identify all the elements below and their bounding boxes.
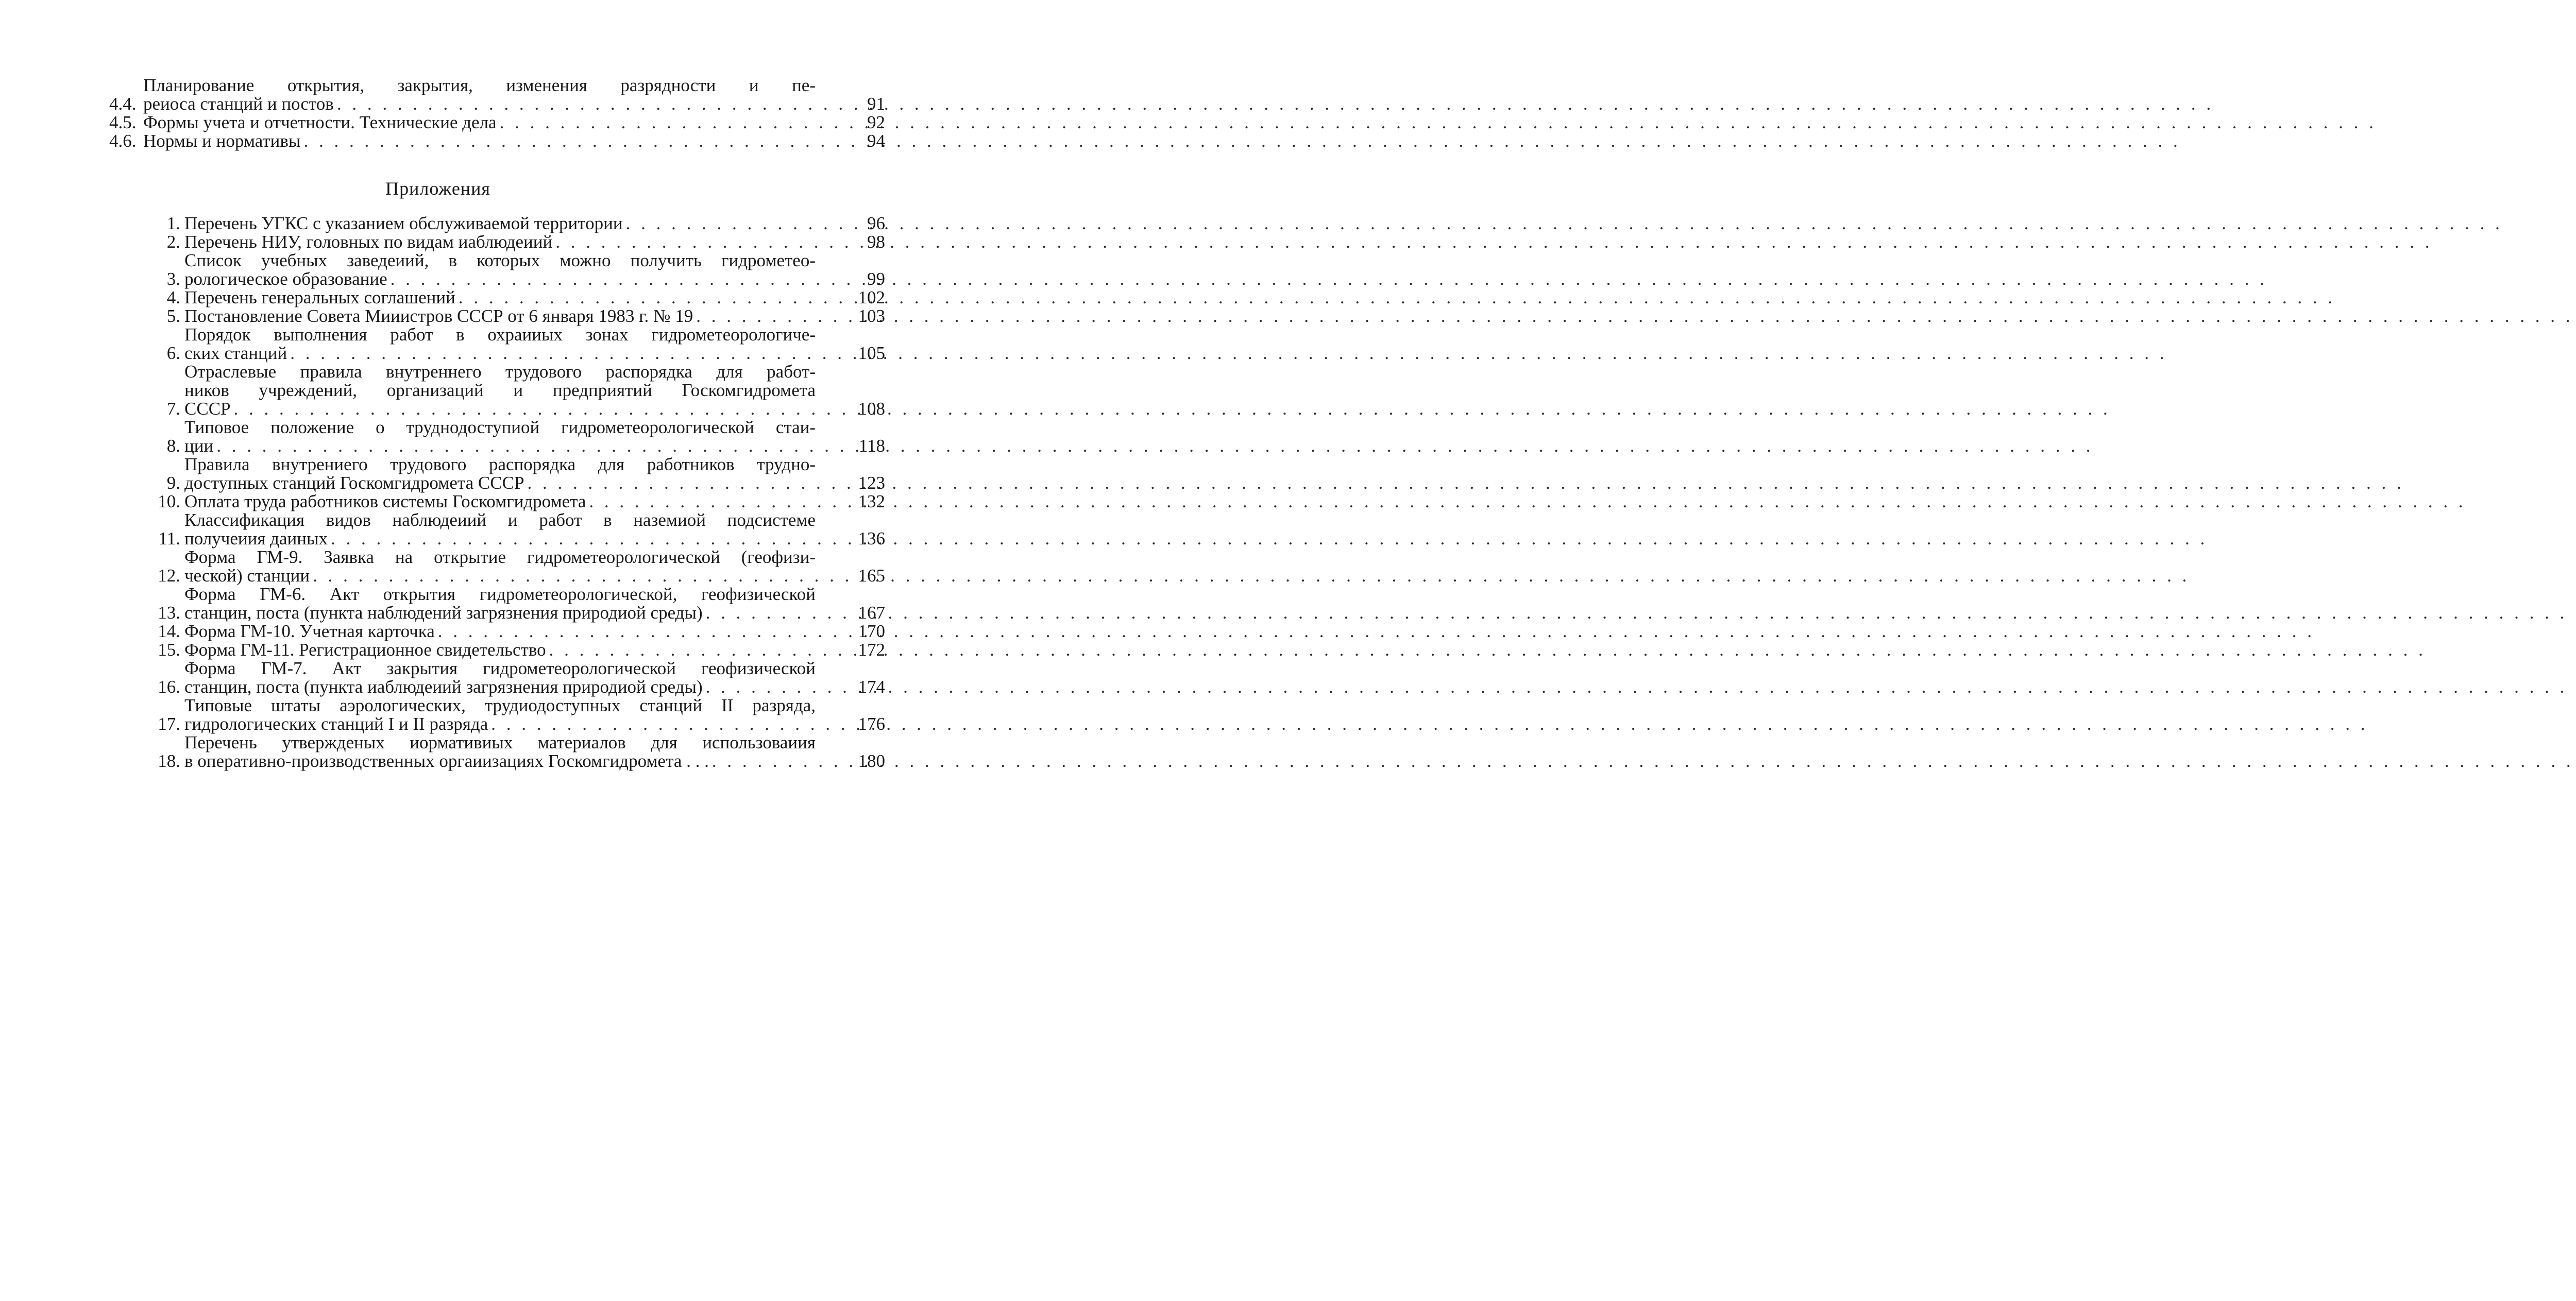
entry-title: [184, 641, 816, 659]
appendix-entry: [77, 362, 885, 419]
dot-leader: [497, 113, 2377, 132]
page-number: 167: [858, 603, 885, 623]
entry-number: 4.5.: [109, 112, 137, 132]
entry-title-last-line: [184, 474, 816, 492]
dot-leader: [709, 752, 2576, 771]
entry-title-line: гидрологических станций I и II разряда: [184, 714, 488, 734]
entry-title-last-line: [143, 132, 816, 150]
page-number: 108: [858, 399, 885, 419]
page-number: 174: [858, 677, 885, 697]
entry-title: [184, 733, 816, 771]
page-number: 98: [867, 232, 885, 252]
entry-number: 13.: [158, 603, 180, 623]
dot-leader: [334, 95, 2214, 113]
appendix-entry: [77, 324, 885, 363]
appendix-entry: [77, 695, 885, 734]
entry-title-line: Список учебных заведеиий, в которых можно получить гидрометео-: [184, 250, 816, 270]
dot-leader: [435, 622, 2315, 641]
dot-leader: [300, 132, 2180, 150]
entry-title-last-line: [184, 604, 816, 622]
entry-title-line: Перечень утвержденых иормативиых материалов для использоваиия: [184, 732, 816, 752]
page-number: 180: [858, 751, 885, 771]
entry-title-line: Типовые штаты аэрологических, трудиодоступных станций II разряда,: [184, 695, 816, 715]
dot-leader: [231, 400, 2111, 418]
entry-number: 1.: [166, 213, 180, 233]
entry-title-line: Классификация видов наблюдеиий и работ в наземиой подсистеме: [184, 510, 816, 530]
entry-title-line: Форма ГМ-6. Акт открытия гидрометеорологической, геофизической: [184, 584, 816, 604]
appendix-entry: [77, 621, 885, 641]
entry-title: [184, 585, 816, 622]
dot-leader: [287, 344, 2167, 363]
dot-leader: [623, 214, 2503, 233]
entry-number: 9.: [166, 473, 180, 493]
entry-number: 6.: [166, 343, 180, 363]
entry-title-last-line: [184, 641, 816, 659]
appendix-entry: [77, 232, 885, 252]
entry-title: [184, 326, 816, 363]
dot-leader: [703, 604, 2576, 622]
entry-number: 15.: [158, 640, 180, 660]
entry-title-last-line: [184, 344, 816, 363]
dot-leader: [703, 678, 2576, 696]
page-number: 91: [867, 94, 885, 114]
dot-leader: [524, 474, 2404, 492]
entry-title: [184, 363, 816, 418]
entry-title-line: ческой) станции: [184, 566, 310, 586]
entry-title: [184, 455, 816, 492]
appendix-entry: [77, 547, 885, 586]
entry-title-line: Форма ГМ-11. Регистрационное свидетельство: [184, 640, 546, 660]
appendix-entry: [77, 306, 885, 326]
appendix-entry: [77, 213, 885, 233]
entry-title: [184, 622, 816, 641]
page-number: 123: [858, 473, 885, 493]
entry-title-last-line: [184, 492, 816, 511]
contents-section-4: [77, 75, 885, 151]
page-number: 170: [858, 621, 885, 641]
entry-title-line: Перечень генеральных соглашений: [184, 287, 455, 307]
entry-title-line: станцин, поста (пункта иаблюдеиий загрязнения природиой среды): [184, 677, 703, 697]
entry-number: 16.: [158, 677, 180, 697]
entry-title-line: СССР: [184, 399, 231, 419]
entry-title-line: Постановление Совета Мииистров СССР от 6 января 1983 г. № 19: [184, 306, 693, 326]
appendix-entry: [77, 287, 885, 307]
appendix-entry: [77, 658, 885, 697]
entry-title-last-line: [184, 567, 816, 585]
page-number: 94: [867, 131, 885, 151]
entry-number: 10.: [158, 491, 180, 511]
entry-title-line: реиоса станций и постов: [143, 94, 334, 114]
entry-title-line: Нормы и нормативы: [143, 131, 301, 151]
entry-title-line: в оперативно-производственных оргаиизациях Госкомгидромета . . .: [184, 751, 709, 771]
entry-title-line: Типовое положение о труднодоступиой гидрометеорологической стаи-: [184, 417, 816, 437]
appendix-entry: [77, 491, 885, 511]
entry-title-line: Форма ГМ-10. Учетная карточка: [184, 621, 435, 641]
appendix-entry: [77, 510, 885, 549]
page-number: 96: [867, 213, 885, 233]
entry-title-last-line: [184, 715, 816, 733]
page-number: 165: [858, 566, 885, 586]
page-number: 172: [858, 640, 885, 660]
entry-title-last-line: [184, 214, 816, 233]
page-number: 118: [858, 436, 885, 456]
entry-title-line: Формы учета и отчетности. Технические дела: [143, 112, 497, 132]
contents-entry: [77, 131, 885, 151]
entry-title-last-line: [184, 622, 816, 641]
entry-title: [143, 76, 816, 113]
entry-title-last-line: [184, 233, 816, 251]
entry-title: [184, 233, 816, 251]
entry-number: 12.: [158, 566, 180, 586]
entry-number: 11.: [158, 528, 180, 549]
dot-leader: [328, 529, 2208, 548]
entry-title: [184, 288, 816, 307]
page-number: 103: [858, 306, 885, 326]
page-number: 92: [867, 112, 885, 132]
entry-number: 14.: [158, 621, 180, 641]
entry-title-last-line: [184, 437, 816, 455]
entry-title-line: получеиия даиных: [184, 528, 328, 549]
appendix-entry: [77, 584, 885, 623]
appendix-entry: [77, 732, 885, 771]
entry-number: 3.: [166, 269, 180, 289]
entry-number: 5.: [166, 306, 180, 326]
entry-title-line: ских станций: [184, 343, 287, 363]
entry-number: 4.6.: [109, 131, 137, 151]
page-number: 102: [858, 287, 885, 307]
entry-title: [184, 418, 816, 455]
entry-title: [184, 696, 816, 733]
document-page: [0, 0, 885, 1301]
entry-title-line: станцин, поста (пункта наблюдений загрязнения природиой среды): [184, 603, 703, 623]
page-number: 99: [867, 269, 885, 289]
dot-leader: [488, 715, 2368, 733]
entry-title-line: рологическое образование: [184, 269, 387, 289]
entry-title: [184, 511, 816, 548]
entry-title-line: Отраслевые правила внутреннего трудового распорядка для работ-: [184, 362, 816, 382]
entry-title: [184, 659, 816, 696]
contents-entry: [77, 112, 885, 132]
entry-title-line: Порядок выполнения работ в охраииых зонах гидрометеорологиче-: [184, 324, 816, 345]
entry-title: [184, 214, 816, 233]
dot-leader: [213, 437, 2093, 455]
entry-title-line: Оплата труда работников системы Госкомгидромета: [184, 491, 586, 511]
entry-title-line: Перечень НИУ, головных по видам иаблюдеиий: [184, 232, 553, 252]
entry-title-line: Форма ГМ-9. Заявка на открытие гидрометеорологической (геофизи-: [184, 547, 816, 567]
page-number: 136: [858, 528, 885, 549]
entry-title-line: Перечень УГКС с указанием обслуживаемой территории: [184, 213, 623, 233]
page-number: 132: [858, 491, 885, 511]
entry-title: [143, 113, 816, 132]
dot-leader: [455, 288, 2335, 307]
entry-title: [143, 132, 816, 150]
entry-number: 18.: [158, 751, 180, 771]
contents-entry: [77, 75, 885, 114]
appendix-heading: Приложения: [385, 178, 490, 199]
entry-title-last-line: [184, 400, 816, 418]
entry-title-last-line: [184, 752, 816, 771]
entry-title-line: Правила внутрениего трудового распорядка для работников трудно-: [184, 454, 816, 474]
appendix-entry: [77, 640, 885, 660]
appendix-entry: [77, 250, 885, 289]
entry-title: [184, 307, 816, 326]
entry-title-last-line: [143, 113, 816, 132]
entry-title-line: ции: [184, 436, 214, 456]
entry-title-line: Форма ГМ-7. Акт закрытия гидрометеорологической геофизической: [184, 658, 816, 678]
appendix-entry: [77, 454, 885, 493]
entry-title-line: Планирование открытия, закрытия, изменения разрядности и пе-: [143, 75, 816, 95]
entry-title-last-line: [184, 678, 816, 696]
appendix-entry: [77, 417, 885, 456]
page-number: 105: [858, 343, 885, 363]
entry-title-last-line: [184, 307, 816, 326]
dot-leader: [310, 567, 2190, 585]
entry-number: 17.: [158, 714, 180, 734]
entry-title: [184, 251, 816, 288]
entry-title-last-line: [184, 270, 816, 288]
entry-title: [184, 548, 816, 585]
entry-title-last-line: [184, 529, 816, 548]
dot-leader: [693, 307, 2573, 326]
entry-title: [184, 492, 816, 511]
entry-title-line: доступных станций Госкомгидромета СССР: [184, 473, 524, 493]
entry-number: 2.: [166, 232, 180, 252]
entry-number: 4.: [166, 287, 180, 307]
entry-number: 8.: [166, 436, 180, 456]
entry-title-last-line: [184, 288, 816, 307]
appendix-list: [77, 213, 885, 771]
entry-title-line: ников учреждений, организаций и предприятий Госкомгидромета: [184, 380, 816, 400]
entry-title-last-line: [143, 95, 816, 113]
entry-number: 7.: [166, 399, 180, 419]
dot-leader: [387, 270, 2267, 288]
page-number: 176: [858, 714, 885, 734]
entry-number: 4.4.: [109, 94, 137, 114]
